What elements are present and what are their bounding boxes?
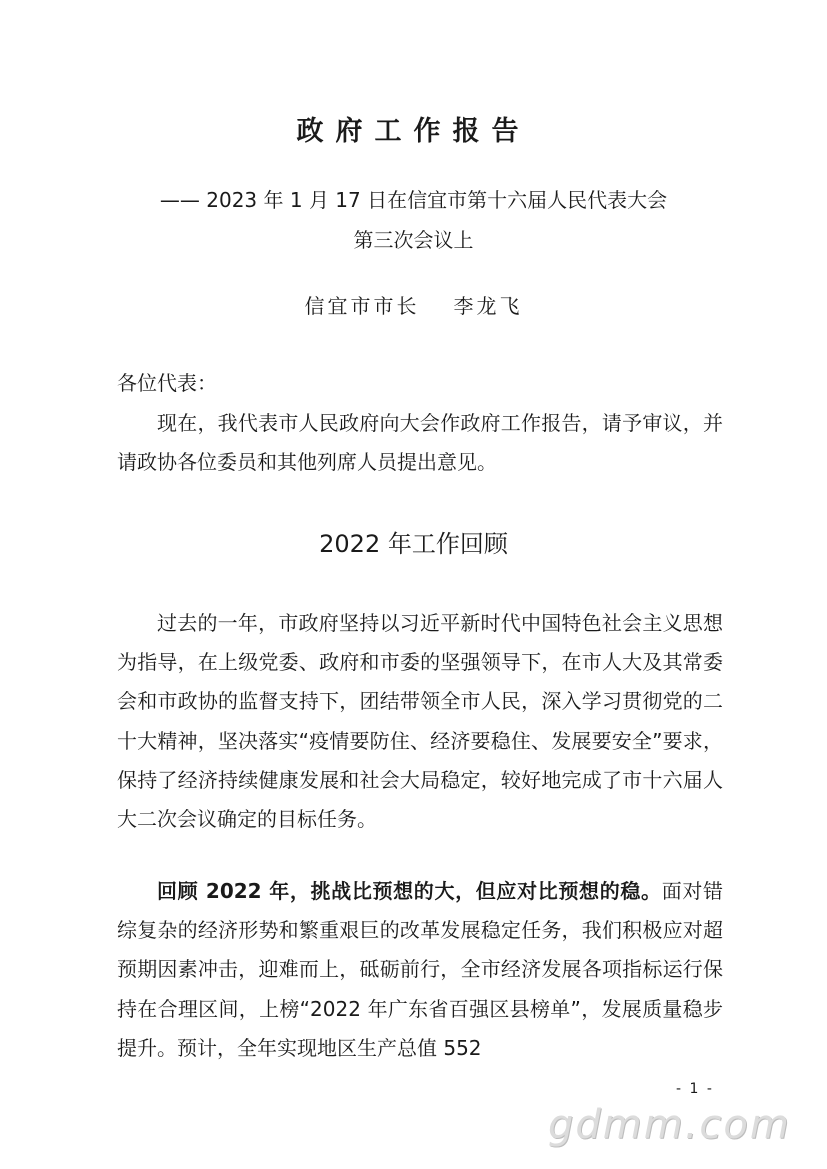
page-number: - 1 -: [676, 1081, 714, 1097]
summary-lead-text: 回顾 2022 年，挑战比预想的大，但应对比预想的稳。: [157, 879, 662, 903]
document-subtitle-line2: 第三次会议上: [353, 228, 474, 252]
salutation: 各位代表：: [117, 371, 217, 395]
watermark-logo: gdmm.com: [548, 1102, 791, 1148]
intro-paragraph: 现在，我代表市人民政府向大会作政府工作报告，请予审议，并请政协各位委员和其他列席人员提出意见。: [117, 411, 723, 475]
section-heading: 2022 年工作回顾: [319, 530, 508, 558]
author-name: 李龙飞: [453, 294, 523, 318]
document-title: 政府工作报告: [296, 116, 531, 147]
summary-paragraph: [117, 872, 723, 1068]
review-paragraph: 过去的一年，市政府坚持以习近平新时代中国特色社会主义思想为指导，在上级党委、政府和市委的坚强领导下，在市人大及其常委会和市政协的监督支持下，团结带领全市人民，深入学习贯彻党的二十大精神，坚决落实“疫情要防住、经济要稳住、发展要安全”要求，保持了经济持续健康发展和社会大局稳定，较好地完成了市十六届人大二次会议确定的目标任务。: [117, 611, 723, 832]
author-line: [0, 290, 827, 322]
author-role: 信宜市市长: [304, 294, 420, 318]
document-subtitle-line1: —— 2023 年 1 月 17 日在信宜市第十六届人民代表大会: [159, 188, 668, 212]
summary-body-text: 面对错综复杂的经济形势和繁重艰巨的改革发展稳定任务，我们积极应对超预期因素冲击，迎难而上，砥砺前行，全市经济发展各项指标运行保持在合理区间，上榜“2022 年广东省百强区县榜单”，发展质量稳步提升。预计，全年实现地区生产总值 552: [117, 879, 723, 1060]
